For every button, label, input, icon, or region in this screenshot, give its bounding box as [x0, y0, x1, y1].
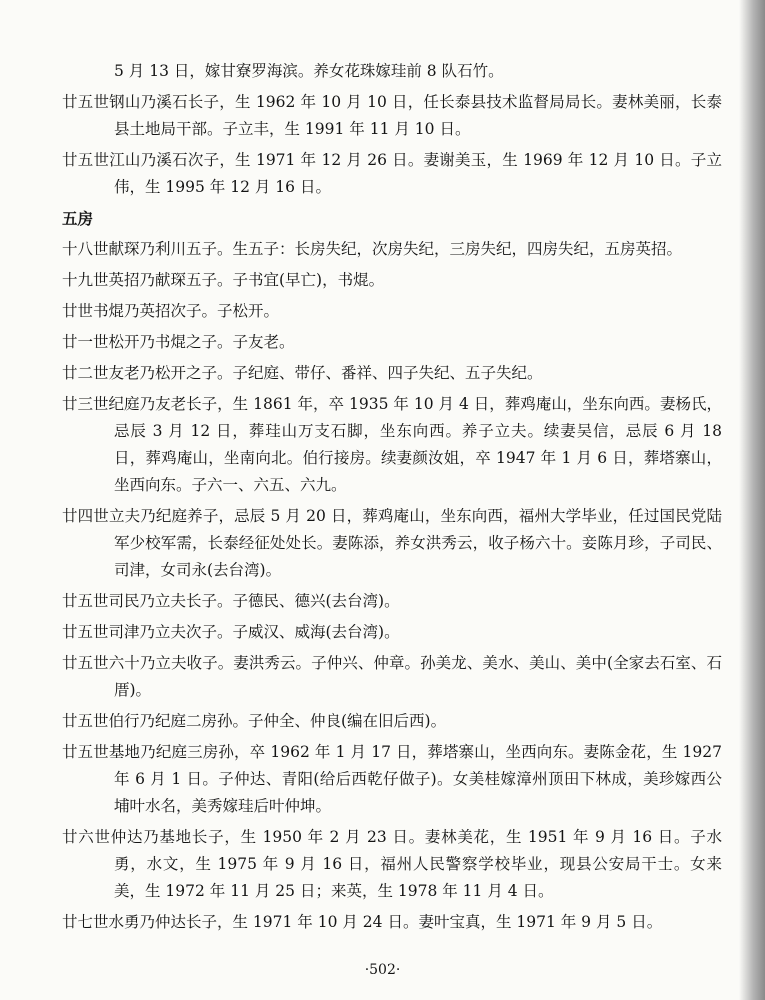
entry-23-jiting: 廿三世纪庭乃友老长子，生 1861 年，卒 1935 年 10 月 4 日，葬鸡庵山，坐东向西。妻杨氏，忌辰 3 月 12 日，葬珪山万支石脚，坐东向西。养子立夫。续妻吴信，忌辰 6 月 18 日，葬鸡庵山，坐南向北。伯行接房。续妻颜汝姐，卒 1947 年 1 月 6 日，葬塔寨山，坐西向东。子六一、六五、六九。 — [62, 395, 722, 494]
entry-22-youlao: 廿二世友老乃松开之子。子纪庭、带仔、番祥、四子失纪、五子失纪。 — [62, 364, 543, 382]
entry-24-lifu: 廿四世立夫乃纪庭养子，忌辰 5 月 20 日，葬鸡庵山，坐东向西，福州大学毕业，任过国民党陆军少校军需，长泰经征处处长。妻陈添，养女洪秀云，收子杨六十。妾陈月珍，子司民、司津，女司永(去台湾)。 — [62, 507, 722, 579]
entry-continuation: 5 月 13 日，嫁甘寮罗海滨。养女花珠嫁珪前 8 队石竹。 — [114, 62, 504, 80]
entry-18-xianchen: 十八世献琛乃利川五子。生五子：长房失纪，次房失纪，三房失纪，四房失纪，五房英招。 — [62, 240, 683, 258]
entry-21-songkai: 廿一世松开乃书焜之子。子友老。 — [62, 333, 295, 351]
entry-20-shukun: 廿世书焜乃英招次子。子松开。 — [62, 302, 280, 320]
entry-25-simin: 廿五世司民乃立夫长子。子德民、德兴(去台湾)。 — [62, 592, 400, 610]
document-body — [62, 58, 722, 940]
section-heading: 五房 — [62, 209, 94, 228]
entry-19-yingzhao: 十九世英招乃献琛五子。子书宜(早亡)，书焜。 — [62, 271, 385, 289]
entry-27-shuiyong: 廿七世水勇乃仲达长子，生 1971 年 10 月 24 日。妻叶宝真，生 1971 年 9 月 5 日。 — [62, 913, 663, 931]
page-edge-shadow — [739, 0, 765, 1000]
entry-25-sijin: 廿五世司津乃立夫次子。子威汉、威海(去台湾)。 — [62, 623, 400, 641]
entry-25-jidi: 廿五世基地乃纪庭三房孙，卒 1962 年 1 月 17 日，葬塔寨山，坐西向东。妻陈金花，生 1927 年 6 月 1 日。子仲达、青阳(给后西乾仔做子)。女美桂嫁漳州顶田下林成，美珍嫁西公埔叶水名，美秀嫁珪后叶仲坤。 — [62, 743, 722, 815]
entry-26-zhongda: 廿六世仲达乃基地长子，生 1950 年 2 月 23 日。妻林美花，生 1951 年 9 月 16 日。子水勇，水文，生 1975 年 9 月 16 日，福州人民警察学校毕业，现县公安局干士。女来美，生 1972 年 11 月 25 日；来英，生 1978 年 11 月 4 日。 — [62, 828, 722, 900]
entry-jiangshan: 廿五世江山乃溪石次子，生 1971 年 12 月 26 日。妻谢美玉，生 1969 年 12 月 10 日。子立伟，生 1995 年 12 月 16 日。 — [62, 151, 722, 196]
entry-25-liushi: 廿五世六十乃立夫收子。妻洪秀云。子仲兴、仲章。孙美龙、美水、美山、美中(全家去石室、石厝)。 — [62, 654, 722, 699]
page-number: ·502· — [364, 962, 401, 978]
entry-25-boxing: 廿五世伯行乃纪庭二房孙。子仲全、仲良(编在旧后西)。 — [62, 712, 447, 730]
entry-gangshan: 廿五世钢山乃溪石长子，生 1962 年 10 月 10 日，任长泰县技术监督局局长。妻林美丽，长泰县土地局干部。子立丰，生 1991 年 11 月 10 日。 — [62, 93, 722, 138]
